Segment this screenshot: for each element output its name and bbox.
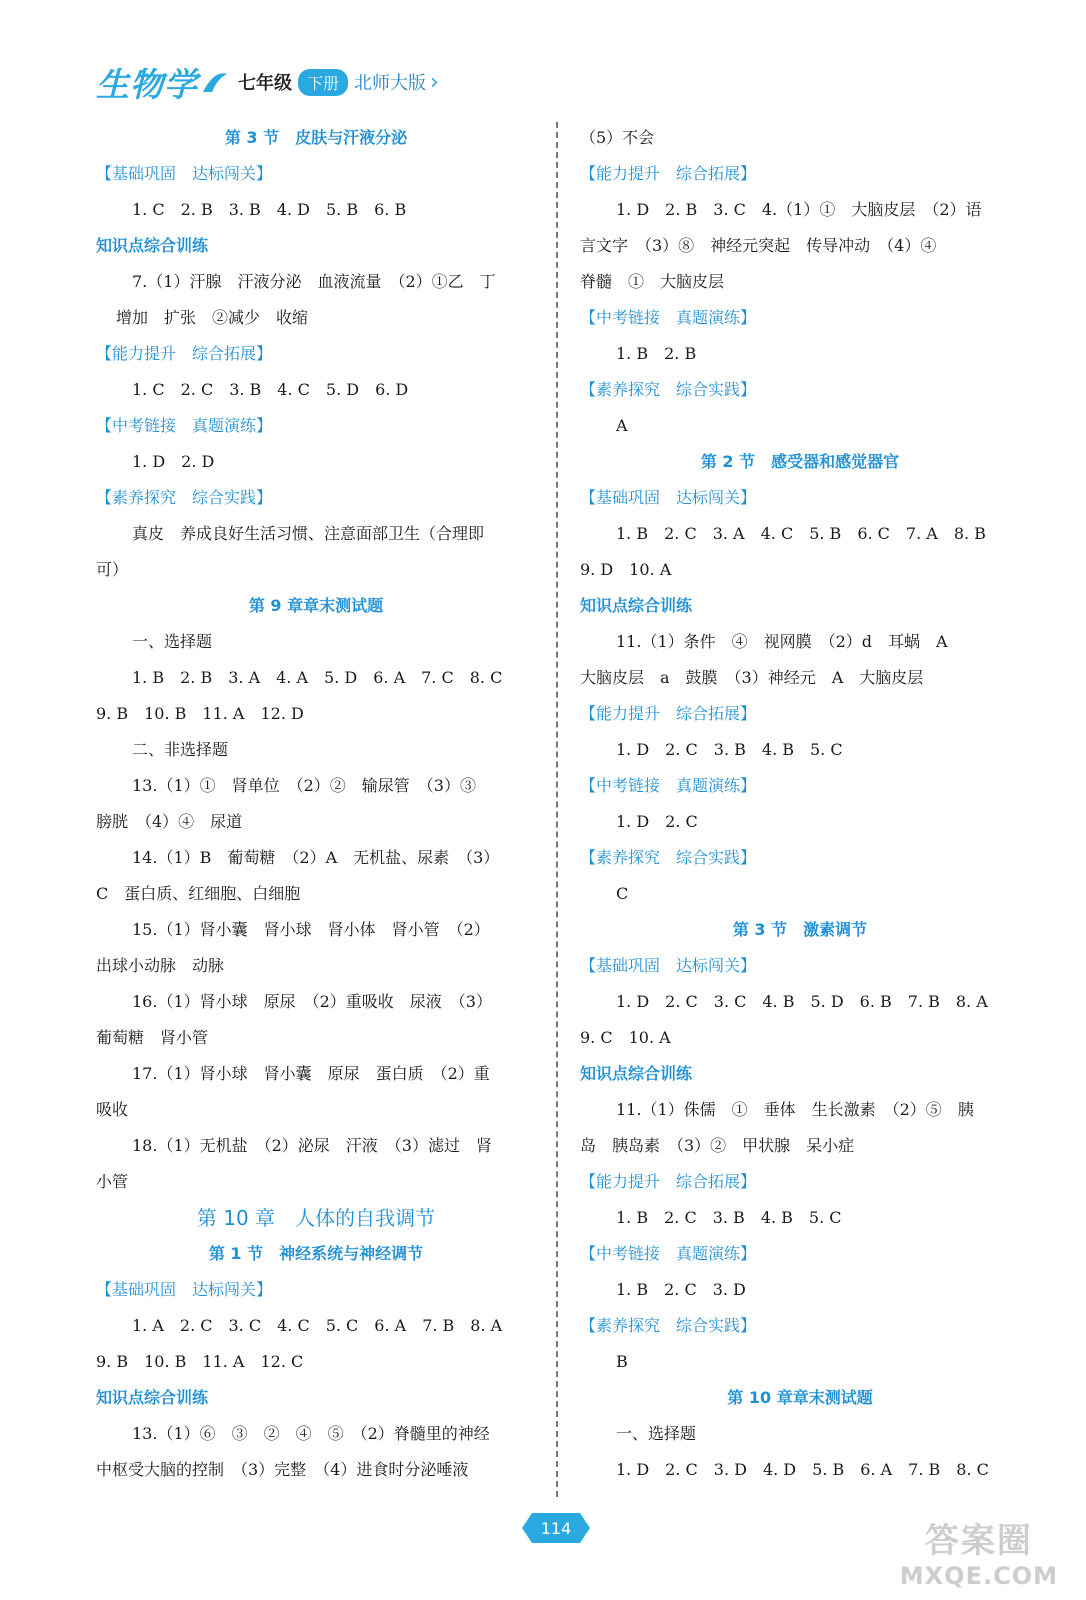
section-heading: 第 3 节 激素调节 (732, 920, 868, 939)
left-column (96, 120, 536, 1488)
column-divider (556, 122, 558, 1497)
section-heading: 第 10 章章末测试题 (727, 1388, 873, 1407)
answer-line: 11.（1）条件 ④ 视网膜 （2）d 耳蜗 A (616, 632, 948, 651)
answer-line: 出球小动脉 动脉 (96, 956, 225, 975)
section-heading: 第 9 章章末测试题 (248, 596, 384, 615)
grade-label: 七年级 (238, 73, 292, 94)
answer-line: 葡萄糖 肾小管 (96, 1028, 209, 1047)
subheading: 知识点综合训练 (580, 1064, 693, 1083)
watermark-bottom: MXQE.COM (899, 1562, 1058, 1590)
module-label: 【基础巩固 达标闯关】 (580, 956, 757, 975)
logo-swoosh-icon (200, 68, 230, 96)
answer-line: 膀胱 （4）④ 尿道 (96, 812, 243, 831)
answer-line: B (616, 1352, 628, 1371)
answer-line: 1. A 2. C 3. C 4. C 5. C 6. A 7. B 8. A (132, 1316, 503, 1335)
module-label: 【素养探究 综合实践】 (580, 380, 757, 399)
module-label: 【中考链接 真题演练】 (580, 308, 757, 327)
answer-line: 小管 (96, 1172, 129, 1191)
answer-line: 14.（1）B 葡萄糖 （2）A 无机盐、尿素 （3） (132, 848, 500, 867)
answer-line: 1. B 2. C 3. B 4. B 5. C (616, 1208, 842, 1227)
answer-line: 1. B 2. C 3. A 4. C 5. B 6. C 7. A 8. B (616, 524, 986, 543)
question-type: 二、非选择题 (132, 740, 229, 759)
watermark-top: 答案圈 (924, 1521, 1033, 1561)
answer-line: 17.（1）肾小球 肾小囊 原尿 蛋白质 （2）重 (132, 1064, 490, 1083)
module-label: 【能力提升 综合拓展】 (580, 704, 757, 723)
answer-line: 9. C 10. A (580, 1028, 671, 1047)
answer-line: 中枢受大脑的控制 （3）完整 （4）进食时分泌唾液 (96, 1460, 469, 1479)
answer-line: 脊髓 ① 大脑皮层 (580, 272, 725, 291)
answer-line: 1. D 2. C 3. B 4. B 5. C (616, 740, 843, 759)
answer-line: 9. B 10. B 11. A 12. C (96, 1352, 304, 1371)
section-heading: 第 1 节 神经系统与神经调节 (208, 1244, 424, 1263)
module-label: 【中考链接 真题演练】 (580, 776, 757, 795)
answer-line: 1. B 2. B 3. A 4. A 5. D 6. A 7. C 8. C (132, 668, 503, 687)
subheading: 知识点综合训练 (580, 596, 693, 615)
question-type: 一、选择题 (616, 1424, 697, 1443)
chapter-heading: 第 10 章 人体的自我调节 (196, 1206, 436, 1230)
answer-line: 9. D 10. A (580, 560, 672, 579)
subheading: 知识点综合训练 (96, 236, 209, 255)
answer-line: 16.（1）肾小球 原尿 （2）重吸收 尿液 （3） (132, 992, 492, 1011)
answer-line: A (616, 416, 628, 435)
watermark (900, 1513, 1058, 1590)
module-label: 【中考链接 真题演练】 (580, 1244, 757, 1263)
module-label: 【能力提升 综合拓展】 (96, 344, 273, 363)
right-column (580, 120, 1020, 1488)
question-type: 一、选择题 (132, 632, 213, 651)
answer-line: 1. D 2. B 3. C 4.（1）① 大脑皮层 （2）语 (616, 200, 982, 219)
answer-line: C 蛋白质、红细胞、白细胞 (96, 884, 301, 903)
answer-line: 13.（1）⑥ ③ ② ④ ⑤ （2）脊髓里的神经 (132, 1424, 490, 1443)
subheading: 知识点综合训练 (96, 1388, 209, 1407)
answer-line: （5）不会 (580, 128, 655, 147)
module-label: 【素养探究 综合实践】 (580, 848, 757, 867)
answer-line: 1. D 2. C (616, 812, 698, 831)
module-label: 【素养探究 综合实践】 (96, 488, 273, 507)
answer-line: 18.（1）无机盐 （2）泌尿 汗液 （3）滤过 肾 (132, 1136, 492, 1155)
answer-line: 11.（1）侏儒 ① 垂体 生长激素 （2）⑤ 胰 (616, 1100, 974, 1119)
module-label: 【能力提升 综合拓展】 (580, 1172, 757, 1191)
answer-line: 可） (96, 560, 129, 579)
answer-line: 1. B 2. B (616, 344, 697, 363)
module-label: 【基础巩固 达标闯关】 (96, 1280, 273, 1299)
book-logo: 生物学 (96, 64, 198, 104)
answer-line: 1. C 2. B 3. B 4. D 5. B 6. B (132, 200, 407, 219)
answer-line: 1. D 2. D (132, 452, 215, 471)
section-heading: 第 3 节 皮肤与汗液分泌 (224, 128, 408, 147)
page-number-badge (522, 1513, 590, 1543)
term-badge: 下册 (298, 69, 348, 96)
answer-line: 大脑皮层 a 鼓膜 （3）神经元 A 大脑皮层 (580, 668, 924, 687)
answer-line: 7.（1）汗腺 汗液分泌 血液流量 （2）①乙 丁 (132, 272, 496, 291)
module-label: 【基础巩固 达标闯关】 (96, 164, 273, 183)
module-label: 【能力提升 综合拓展】 (580, 164, 757, 183)
answer-line: 1. D 2. C 3. C 4. B 5. D 6. B 7. B 8. A (616, 992, 988, 1011)
answer-line: 15.（1）肾小囊 肾小球 肾小体 肾小管 （2） (132, 920, 490, 939)
section-heading: 第 2 节 感受器和感觉器官 (700, 452, 900, 471)
answer-line: 13.（1）① 肾单位 （2）② 输尿管 （3）③ (132, 776, 476, 795)
edition-label: 北师大版 (354, 73, 427, 94)
answer-line: 1. C 2. C 3. B 4. C 5. D 6. D (132, 380, 409, 399)
answer-line: 1. B 2. C 3. D (616, 1280, 746, 1299)
answer-line: 言文字 （3）⑧ 神经元突起 传导冲动 （4）④ (580, 236, 937, 255)
answer-line: 吸收 (96, 1100, 129, 1119)
answer-line: 岛 胰岛素 （3）② 甲状腺 呆小症 (580, 1136, 855, 1155)
chevron-right-icon: › (430, 69, 439, 95)
module-label: 【素养探究 综合实践】 (580, 1316, 757, 1335)
answer-line: 9. B 10. B 11. A 12. D (96, 704, 304, 723)
module-label: 【中考链接 真题演练】 (96, 416, 273, 435)
answer-line: 1. D 2. C 3. D 4. D 5. B 6. A 7. B 8. C (616, 1460, 989, 1479)
answer-line: C (616, 884, 629, 903)
page-number: 114 (540, 1518, 572, 1538)
module-label: 【基础巩固 达标闯关】 (580, 488, 757, 507)
answer-line: 增加 扩张 ②减少 收缩 (116, 308, 309, 327)
answer-line: 真皮 养成良好生活习惯、注意面部卫生（合理即 (132, 524, 485, 543)
page-header (96, 58, 439, 106)
